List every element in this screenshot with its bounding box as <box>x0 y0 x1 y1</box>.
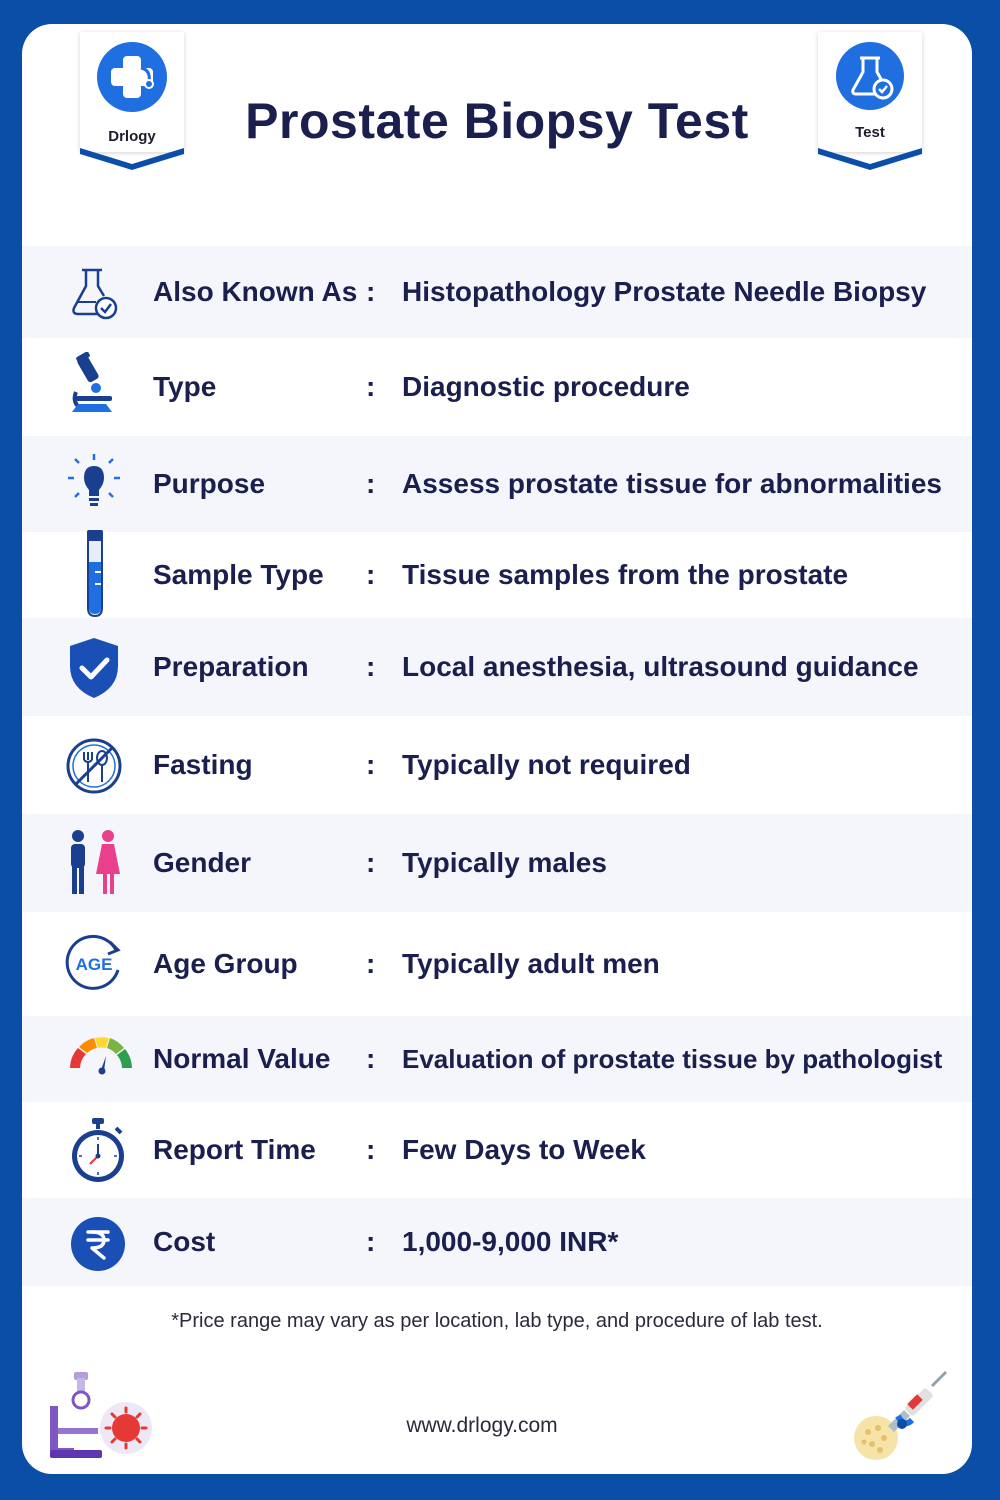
table-row <box>22 246 972 338</box>
row-colon: : <box>366 559 376 590</box>
row-label: Age Group <box>153 948 298 979</box>
lightbulb-icon <box>62 452 126 516</box>
row-value: Assess prostate tissue for abnormalities <box>402 468 942 499</box>
row-colon: : <box>366 651 376 682</box>
table-row <box>22 618 972 716</box>
doctor-cross-icon <box>97 42 167 112</box>
row-value: Histopathology Prostate Needle Biopsy <box>402 276 927 307</box>
row-value: Few Days to Week <box>402 1134 646 1165</box>
row-value: Typically adult men <box>402 948 660 979</box>
row-value: Tissue samples from the prostate <box>402 559 849 590</box>
row-label: Preparation <box>153 651 309 682</box>
info-card <box>22 24 972 1474</box>
svg-text:AGE: AGE <box>75 955 113 974</box>
test-badge <box>818 32 922 172</box>
table-row <box>22 814 972 912</box>
age-icon <box>60 930 128 998</box>
flask-check-icon <box>836 42 904 110</box>
row-colon: : <box>366 468 376 499</box>
row-colon: : <box>366 847 376 878</box>
row-label: Normal Value <box>153 1043 331 1074</box>
badge-label: Test <box>855 124 885 141</box>
row-value: Diagnostic procedure <box>402 371 690 402</box>
row-colon: : <box>366 948 376 979</box>
row-label: Purpose <box>153 468 266 499</box>
row-label: Report Time <box>153 1134 316 1165</box>
row-colon: : <box>366 749 376 780</box>
row-label: Sample Type <box>153 559 324 590</box>
row-label: Type <box>153 371 217 402</box>
table-row <box>22 716 972 814</box>
table-row <box>22 436 972 532</box>
page-title: Prostate Biopsy Test <box>245 93 749 149</box>
test-tube-icon <box>62 524 126 620</box>
gender-icon <box>62 828 132 898</box>
row-value: Typically males <box>402 847 607 878</box>
table-row <box>22 338 972 436</box>
row-colon: : <box>366 1134 376 1165</box>
biopsy-needle-icon <box>848 1368 952 1464</box>
stopwatch-icon <box>66 1116 130 1184</box>
row-value: Evaluation of prostate tissue by pathologist <box>402 1044 943 1074</box>
row-value: 1,000-9,000 INR* <box>402 1226 619 1257</box>
gauge-icon <box>66 1028 136 1088</box>
row-label: Cost <box>153 1226 216 1257</box>
row-colon: : <box>366 1043 376 1074</box>
table-row <box>22 1198 972 1286</box>
row-value: Typically not required <box>402 749 691 780</box>
info-table <box>22 246 972 1286</box>
row-colon: : <box>366 276 376 307</box>
website-link[interactable]: www.drlogy.com <box>406 1414 558 1437</box>
rupee-icon <box>70 1216 126 1272</box>
table-row <box>22 1016 972 1102</box>
badge-label: Drlogy <box>108 128 156 145</box>
table-row <box>22 532 972 618</box>
row-colon: : <box>366 371 376 402</box>
table-row <box>22 1102 972 1198</box>
row-colon: : <box>366 1226 376 1257</box>
row-label: Also Known As <box>153 276 358 307</box>
row-label: Fasting <box>153 749 253 780</box>
price-disclaimer: *Price range may vary as per location, lab type, and procedure of lab test. <box>171 1310 823 1332</box>
flask-check-icon <box>62 260 126 324</box>
row-value: Local anesthesia, ultrasound guidance <box>402 651 919 682</box>
shield-check-icon <box>62 636 126 700</box>
row-label: Gender <box>153 847 252 878</box>
table-row <box>22 912 972 1016</box>
microscope-icon <box>62 352 126 416</box>
drlogy-badge <box>80 32 184 172</box>
no-food-icon <box>62 734 126 798</box>
